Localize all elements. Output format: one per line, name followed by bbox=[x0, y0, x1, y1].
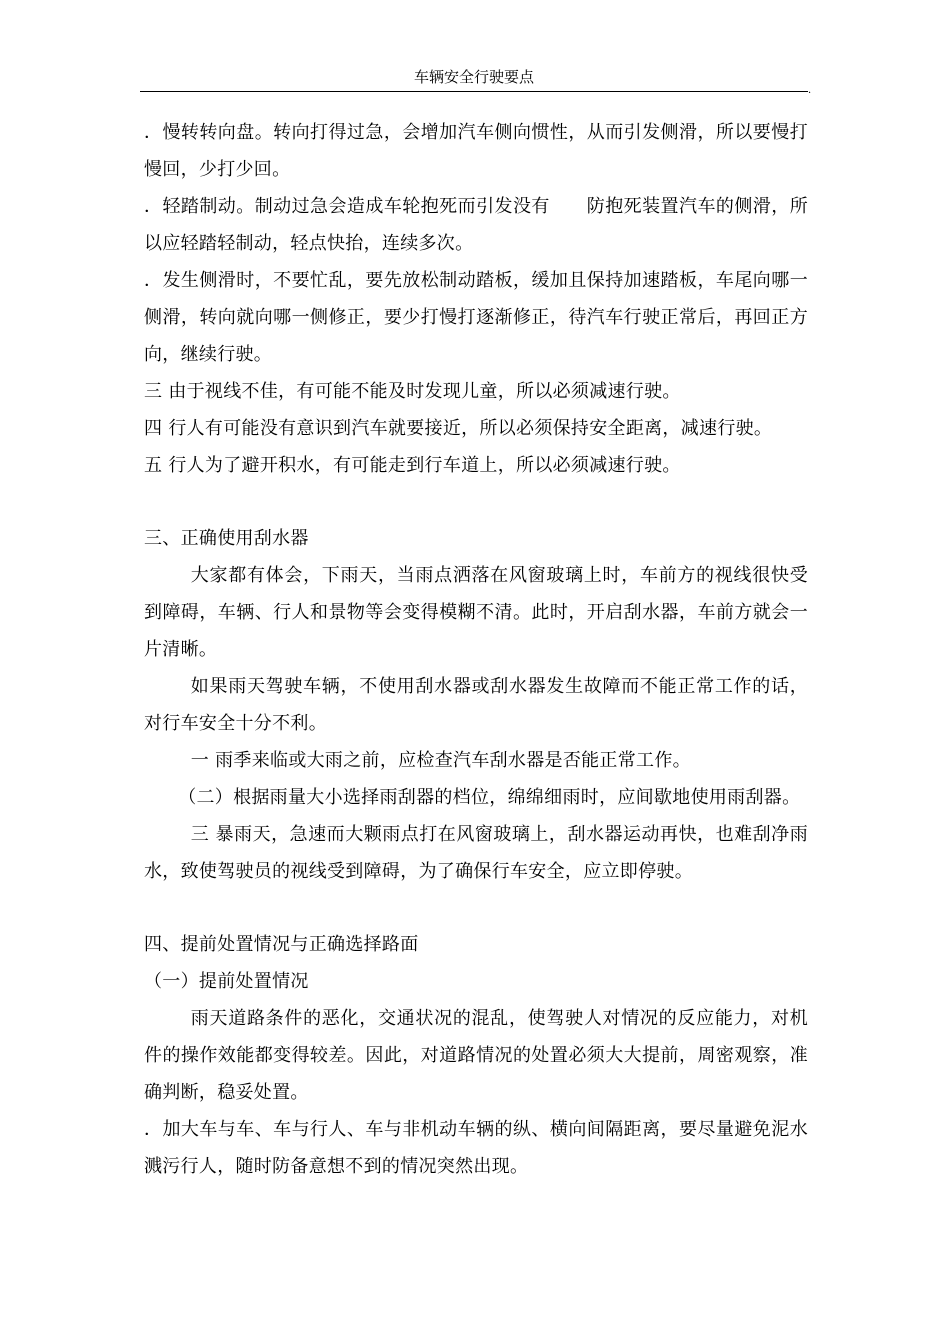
paragraph: ．慢转转向盘。转向打得过急，会增加汽车侧向惯性，从而引发侧滑，所以要慢打慢回，少打少回。 bbox=[144, 122, 808, 180]
paragraph: ．加大车与车、车与行人、车与非机动车辆的纵、横向间隔距离，要尽量避免泥水溅污行人，随时防备意想不到的情况突然出现。 bbox=[144, 1119, 808, 1177]
paragraph: 五 行人为了避开积水，有可能走到行车道上，所以必须减速行驶。 bbox=[144, 455, 681, 476]
paragraph: 一 雨季来临或大雨之前，应检查汽车刮水器是否能正常工作。 bbox=[190, 750, 691, 771]
section-gap bbox=[144, 890, 808, 926]
paragraph: 雨天道路条件的恶化，交通状况的混乱，使驾驶人对情况的反应能力，对机件的操作效能都变得较差。因此，对道路情况的处置必须大大提前，周密观察，准确判断，稳妥处置。 bbox=[144, 1008, 808, 1103]
paragraph: （一）提前处置情况 bbox=[144, 971, 309, 992]
paragraph: 三 暴雨天，急速而大颗雨点打在风窗玻璃上，刮水器运动再快，也难刮净雨水，致使驾驶员的视线受到障碍，为了确保行车安全，应立即停驶。 bbox=[144, 824, 808, 882]
paragraph: 三 由于视线不佳，有可能不能及时发现儿童，所以必须减速行驶。 bbox=[144, 381, 681, 402]
header-rule-mark: . bbox=[808, 85, 812, 96]
paragraph: ．轻踏制动。制动过急会造成车轮抱死而引发没有 防抱死装置汽车的侧滑，所以应轻踏轻制动，轻点快抬，连续多次。 bbox=[144, 196, 808, 254]
paragraph: （二）根据雨量大小选择雨刮器的档位，绵绵细雨时，应间歇地使用雨刮器。 bbox=[178, 787, 801, 808]
paragraph: 三、正确使用刮水器 bbox=[144, 528, 309, 549]
paragraph: ．发生侧滑时，不要忙乱，要先放松制动踏板，缓加且保持加速踏板，车尾向哪一侧滑，转向就向哪一侧修正，要少打慢打逐渐修正，待汽车行驶正常后，再回正方向，继续行驶。 bbox=[144, 270, 808, 365]
paragraph: 大家都有体会，下雨天，当雨点洒落在风窗玻璃上时，车前方的视线很快受到障碍，车辆、行人和景物等会变得模糊不清。此时，开启刮水器，车前方就会一片清晰。 bbox=[144, 565, 808, 660]
header-rule bbox=[140, 91, 808, 92]
paragraph: 四 行人有可能没有意识到汽车就要接近，所以必须保持安全距离，减速行驶。 bbox=[144, 418, 773, 439]
document-body bbox=[144, 114, 808, 1185]
section-gap bbox=[144, 484, 808, 520]
paragraph: 如果雨天驾驶车辆，不使用刮水器或刮水器发生故障而不能正常工作的话，对行车安全十分不利。 bbox=[144, 676, 808, 734]
page-header-title: 车辆安全行驶要点 bbox=[413, 68, 534, 86]
paragraph: 四、提前处置情况与正确选择路面 bbox=[144, 934, 419, 955]
